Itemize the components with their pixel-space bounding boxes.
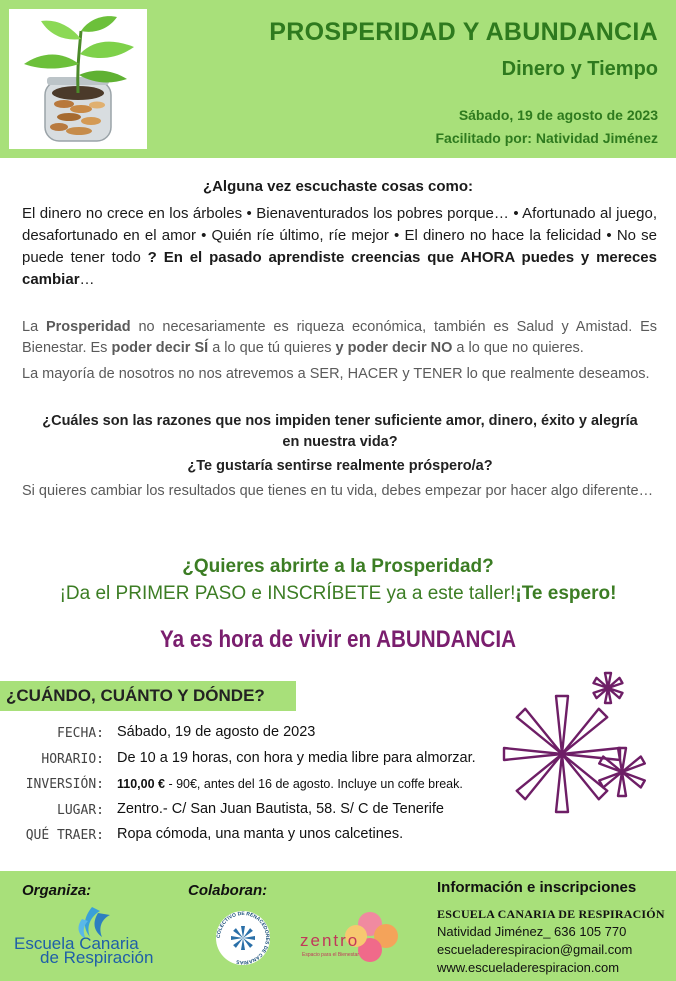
- plant-coins-jar-image: [9, 9, 147, 149]
- intro-question: ¿Alguna vez escuchaste cosas como:: [202, 178, 474, 195]
- reasons-question: ¿Cuáles son las razones que nos impiden tener suficiente amor, dinero, éxito y alegría en nuestra vida?: [42, 413, 638, 450]
- info-title: Información e inscripciones: [437, 879, 637, 896]
- prosperous-question: ¿Te gustaría sentirse realmente próspero/a?: [187, 458, 493, 474]
- org-name: ESCUELA CANARIA DE RESPIRACIÓN: [437, 907, 665, 921]
- p1-text-g: a lo que no quieres.: [452, 340, 584, 356]
- event-date: Sábado, 19 de agosto de 2023: [458, 107, 658, 123]
- escuela-canaria-logo: [12, 905, 182, 967]
- organiza-label: Organiza:: [22, 882, 92, 899]
- zentro-logo: [298, 910, 404, 970]
- website-link[interactable]: www.escueladerespiracion.com: [437, 960, 620, 975]
- contact-phone: Natividad Jiménez_ 636 105 770: [437, 924, 627, 939]
- change-paragraph: Si quieres cambiar los resultados que tienes en tu vida, debes empezar por hacer algo diferente…: [22, 483, 654, 499]
- intro-sayings: El dinero no crece en los árboles • Bienaventurados los pobres porque… • Afortunado al juego, desafortunado en el amor • Quién ríe último, ríe mejor • El dinero no hace la felicidad • No se puede tener todo: [22, 205, 657, 266]
- zentro-name: zentro: [300, 931, 360, 950]
- collab1-ring-text: COLECTIVO DE RENACEDORES DE CANARIAS: [215, 910, 271, 966]
- abundance-heading: Ya es hora de vivir en ABUNDANCIA: [160, 626, 516, 653]
- p1-bold-prosperidad: Prosperidad: [45, 319, 131, 335]
- label-lugar: LUGAR:: [57, 803, 104, 818]
- cta-signup-text: ¡Da el PRIMER PASO e INSCRÍBETE ya a este taller!: [59, 583, 516, 604]
- colectivo-renacedores-logo: [214, 909, 272, 967]
- p1-text-e: a lo que tú quieres: [208, 340, 336, 356]
- colaboran-label: Colaboran:: [188, 882, 268, 899]
- cta-te-espero: ¡Te espero!: [515, 583, 617, 604]
- page-title: PROSPERIDAD Y ABUNDANCIA: [269, 18, 658, 46]
- page-subtitle: Dinero y Tiempo: [501, 58, 658, 80]
- price-bold: 110,00 €: [117, 777, 165, 791]
- value-lugar: Zentro.- C/ San Juan Bautista, 58. S/ C de Tenerife: [117, 801, 444, 817]
- p1-bold-si: poder decir SÍ: [111, 340, 209, 356]
- price-details: - 90€, antes del 16 de agosto. Incluye un coffe break.: [164, 777, 463, 791]
- label-horario: HORARIO:: [41, 752, 104, 767]
- majority-paragraph: La mayoría de nosotros no nos atrevemos a SER, HACER y TENER lo que realmente deseamos.: [22, 366, 650, 382]
- intro-paragraph: [22, 203, 657, 291]
- p1-bold-no: y poder decir NO: [335, 340, 453, 356]
- p1-text-c: no necesariamente es riqueza económica, también es Salud y Amistad. Es Bienestar. Es: [22, 319, 657, 356]
- ecr-logo-line1: Escuela Canaria: [14, 934, 139, 953]
- value-que-traer: Ropa cómoda, una manta y unos calcetines.: [117, 826, 404, 842]
- intro-ellipsis: …: [79, 271, 95, 288]
- prosperity-paragraph: [22, 317, 657, 359]
- ecr-logo-line2: de Respiración: [40, 948, 154, 967]
- cta-question: ¿Quieres abrirte a la Prosperidad?: [182, 556, 494, 577]
- cta-signup: [0, 583, 676, 605]
- label-inversion: INVERSIÓN:: [25, 777, 104, 792]
- label-fecha: FECHA:: [57, 726, 104, 741]
- zentro-tagline: Espacio para el Bienestar: [302, 952, 359, 958]
- label-que-traer: QUÉ TRAER:: [25, 828, 104, 843]
- value-fecha: Sábado, 19 de agosto de 2023: [117, 724, 316, 740]
- details-title: ¿CUÁNDO, CUÁNTO Y DÓNDE?: [6, 686, 265, 705]
- decorative-flowers-icon: [500, 666, 670, 826]
- value-inversion: [117, 777, 463, 791]
- facilitator: Facilitado por: Natividad Jiménez: [435, 130, 658, 146]
- value-horario: De 10 a 19 horas, con hora y media libre para almorzar.: [117, 750, 476, 766]
- intro-emphasis: ? En el pasado aprendiste creencias que AHORA puedes y mereces cambiar: [22, 249, 657, 288]
- contact-email[interactable]: escueladerespiracion@gmail.com: [437, 942, 633, 957]
- p1-text-a: La: [22, 319, 46, 335]
